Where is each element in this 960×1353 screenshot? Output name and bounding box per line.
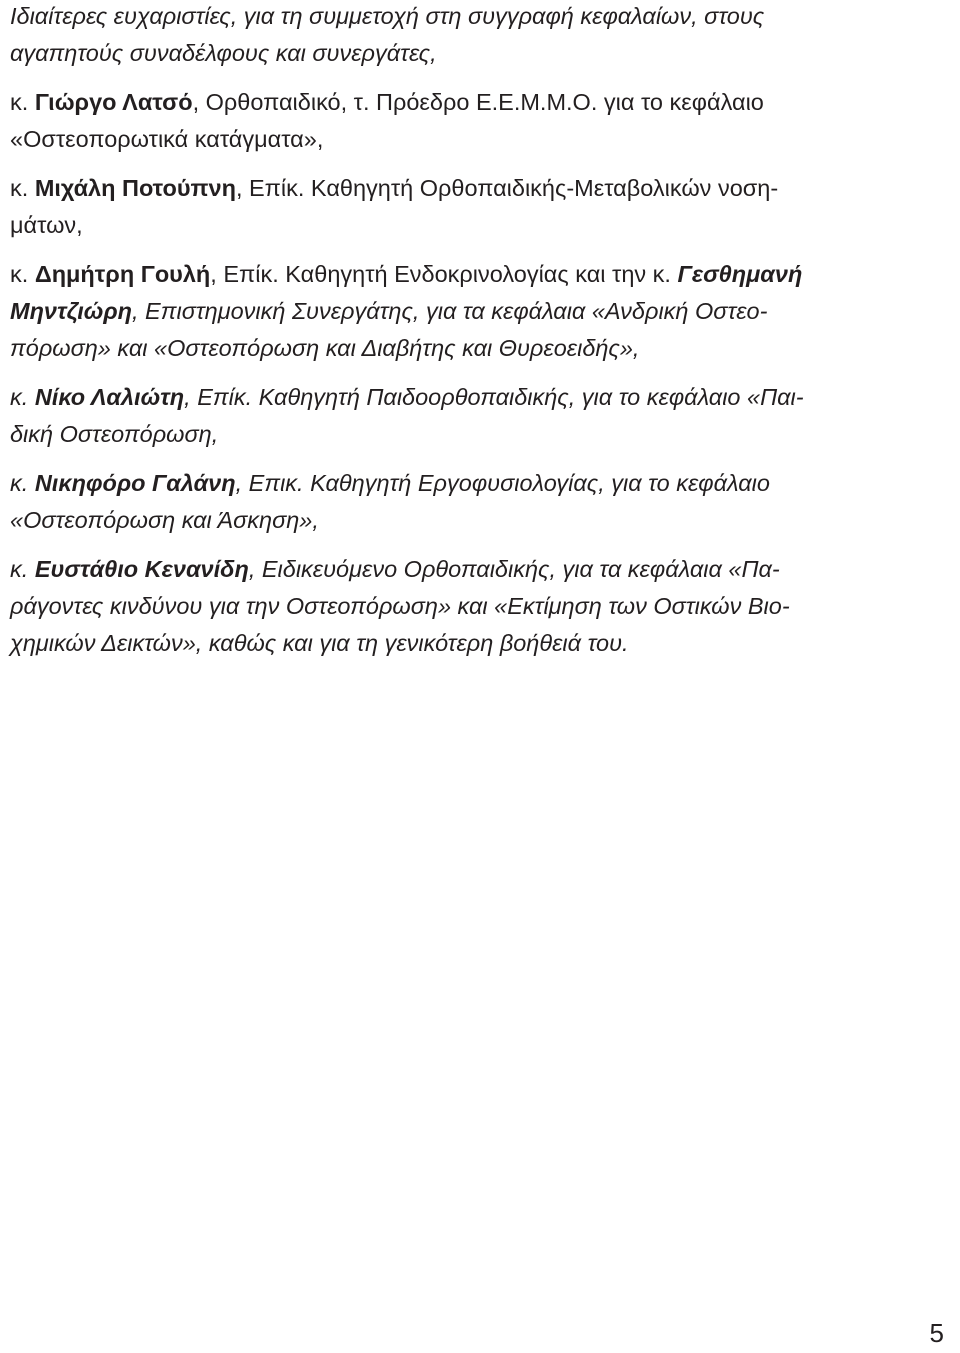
ack-goulis-line-1 [10, 256, 925, 293]
person-name: Νικηφόρο Γαλάνη [34, 470, 236, 496]
ack-latsos-line-2: «Οστεοπορωτικά κατάγματα», [10, 126, 324, 152]
ack-latsos-line-1 [10, 84, 925, 121]
ack-prefix: κ. [10, 470, 35, 496]
ack-prefix: κ. [10, 175, 35, 201]
person-name: Μηντζιώρη [10, 298, 132, 324]
ack-kenanidis [10, 551, 925, 662]
acknowledgements-page [10, 0, 925, 674]
ack-prefix: κ. [10, 556, 35, 582]
ack-text: , Επίκ. Καθηγητή Ορθοπαιδικής-Μεταβολικών νοση- [235, 175, 779, 201]
ack-laliotis-line-2: δική Οστεοπόρωση, [10, 421, 219, 447]
ack-galanis-line-1 [10, 465, 925, 502]
page-number: 5 [929, 1318, 944, 1348]
person-name: Γιώργο Λατσό [34, 89, 193, 115]
person-name: Δημήτρη Γουλή [34, 261, 211, 287]
ack-kenanidis-line-1 [10, 551, 925, 588]
ack-text: , Ορθοπαιδικό, τ. Πρόεδρο Ε.Ε.Μ.Μ.Ο. για το κεφάλαιο [192, 89, 764, 115]
intro-line-1: Ιδιαίτερες ευχαριστίες, για τη συμμετοχή στη συγγραφή κεφαλαίων, στους [10, 3, 765, 29]
ack-laliotis [10, 379, 925, 453]
ack-text: , Επιστημονική Συνεργάτης, για τα κεφάλαια «Ανδρική Οστεο- [132, 298, 768, 324]
intro-line-2: αγαπητούς συναδέλφους και συνεργάτες, [10, 40, 437, 66]
ack-potoupnis-line-1 [10, 170, 925, 207]
ack-galanis-line-2: «Οστεοπόρωση και Άσκηση», [10, 507, 319, 533]
person-name: Μιχάλη Ποτούπνη [34, 175, 236, 201]
ack-goulis-line-3: πόρωση» και «Οστεοπόρωση και Διαβήτης και Θυρεοειδής», [10, 335, 640, 361]
ack-text: , Ειδικευόμενο Ορθοπαιδικής, για τα κεφάλαια «Πα- [248, 556, 780, 582]
ack-prefix: κ. [10, 89, 35, 115]
person-name: Γεσθημανή [677, 261, 803, 287]
person-name: Ευστάθιο Κενανίδη [34, 556, 249, 582]
ack-text: , Επίκ. Καθηγητή Ενδοκρινολογίας και την κ. [210, 261, 678, 287]
person-name: Νίκο Λαλιώτη [34, 384, 185, 410]
ack-prefix: κ. [10, 261, 35, 287]
ack-text: , Επίκ. Καθηγητή Παιδοορθοπαιδικής, για το κεφάλαιο «Παι- [184, 384, 804, 410]
ack-potoupnis [10, 170, 925, 244]
ack-goulis-line-2 [10, 293, 925, 330]
ack-latsos [10, 84, 925, 158]
ack-kenanidis-line-2: ράγοντες κινδύνου για την Οστεοπόρωση» και «Εκτίμηση των Οστικών Βιο- [10, 593, 790, 619]
ack-potoupnis-line-2: μάτων, [10, 212, 83, 238]
ack-prefix: κ. [10, 384, 35, 410]
intro-paragraph [10, 0, 925, 72]
ack-goulis-mintziori [10, 256, 925, 367]
ack-galanis [10, 465, 925, 539]
ack-kenanidis-line-3: χημικών Δεικτών», καθώς και για τη γενικότερη βοήθειά του. [10, 630, 629, 656]
ack-text: , Επικ. Καθηγητή Εργοφυσιολογίας, για το κεφάλαιο [235, 470, 770, 496]
ack-laliotis-line-1 [10, 379, 925, 416]
